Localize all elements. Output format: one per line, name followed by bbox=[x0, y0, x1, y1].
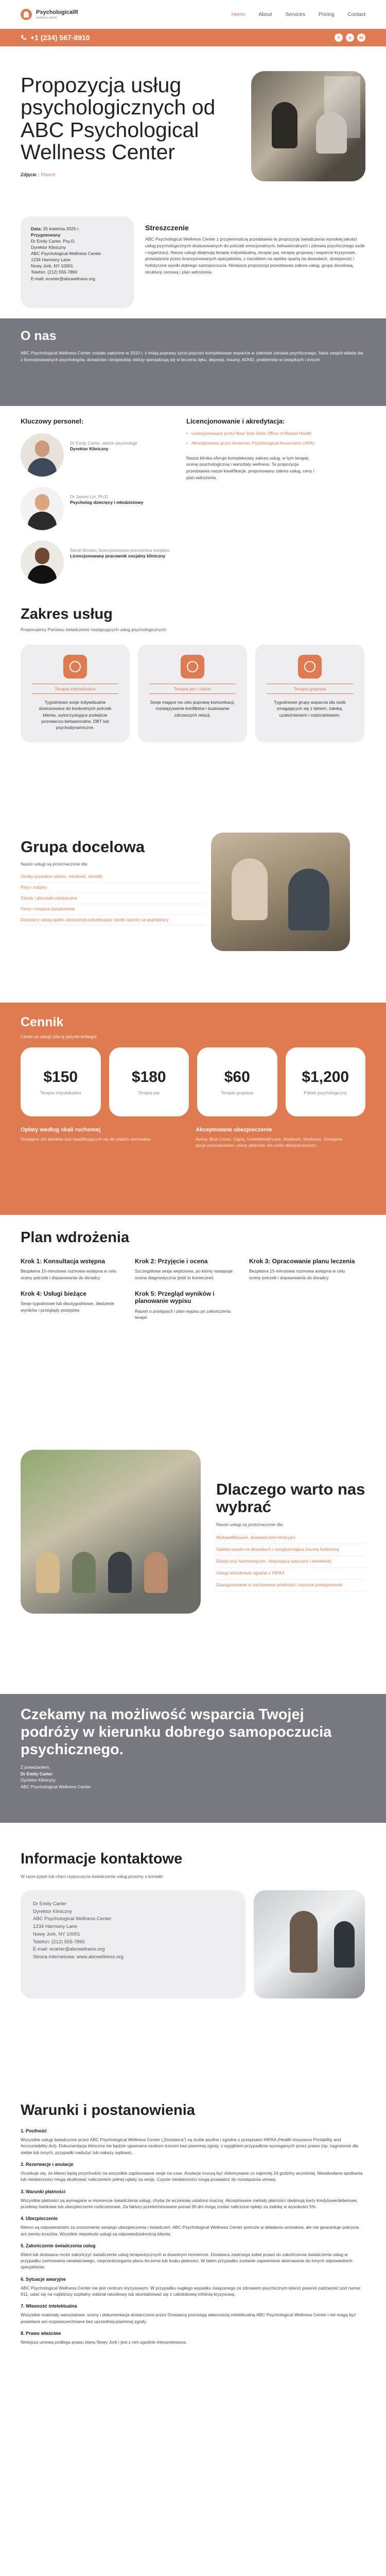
step-text: Raport o postępach i plan wypisu po zakończeniu terapii bbox=[135, 1308, 231, 1320]
step-text: Bezpłatna 15-minutowa rozmowa wstępna w celu oceny potrzeb i dopasowania do doradcy bbox=[249, 1268, 345, 1280]
price-amount: $1,200 bbox=[302, 1069, 349, 1086]
contact-title: Informacje kontaktowe bbox=[21, 1851, 183, 1867]
list-item: Firmy i miejsca świadczenia bbox=[21, 904, 206, 915]
closing-role: Dyrektor Kliniczny bbox=[21, 1777, 56, 1783]
x-icon[interactable]: x bbox=[346, 33, 354, 42]
hero-section bbox=[0, 46, 386, 216]
term-text: Oczekuje się, że klienci będą przychodzić na wszystkie zaplanowane sesje na czas. Anulacje muszą być dokonywane co najmniej 24 godziny wcześniej. Nieodwołane spotkania lub nieobecności mogą skutkować naliczeniem pełnej opłaty za sesję. Częste nieobecności mogą prowadzić do rozwiązania umowy. bbox=[21, 2170, 363, 2182]
why-title: Dlaczego warto nas wybrać bbox=[216, 1480, 365, 1516]
closing-greeting: Z poważaniem, bbox=[21, 1764, 50, 1770]
plan-title: Plan wdrożenia bbox=[21, 1229, 130, 1246]
term-text: Wszystkie usługi świadczone przez ABC Psychological Wellness Center („Dostawca”) są ściśle poufne i zgodne z przepisami HIPAA (Health Insurance Portability and Accountability Act). Dokumentacja kliniczna nie będzie ujawniana osobom trzecim bez pisemnej zgody, z wyjątkiem przypadków wymaganych przez prawo (np. zagrożenie dla siebie lub innych, przypadki nadużyć lub nakazy sądowe). bbox=[21, 2137, 359, 2155]
sliding-title: Opłaty według skali ruchomej bbox=[21, 1127, 101, 1133]
prepared-by: Dr Emily Carter, Psy.D. bbox=[31, 239, 76, 244]
group-session-photo bbox=[21, 1450, 201, 1614]
licensing bbox=[175, 417, 365, 606]
contact-section bbox=[0, 1823, 386, 2102]
prepared-city: Nowy Jork, NY 10001 bbox=[31, 263, 74, 269]
term-text: Wszystkie płatności są wymagane w momencie świadczenia usługi, chyba że wcześniej ustalono inaczej. Akceptowane metody płatności obejmują karty kredytowe/debetowe, przelewy bankowe lub ubezpieczenie rozliczeniowe. Za faktury przeterminowane ponad 30 dni mogą zostać naliczone opłaty za zwłokę w wysokości 5%. bbox=[21, 2197, 358, 2209]
contact-card bbox=[21, 1890, 245, 1998]
page-title: Propozycja usług psychologicznych od ABC Psychological Wellness Center bbox=[21, 73, 216, 164]
step-title: Krok 5: Przegląd wyników i planowanie wypisu bbox=[135, 1290, 215, 1305]
term-heading: 5. Zakończenie świadczenia usług bbox=[21, 2243, 96, 2248]
staff-role: Dyrektor Kliniczny bbox=[70, 446, 109, 452]
closing-title: Czekamy na możliwość wsparcia Twojej podróży w kierunku dobrego samopoczucia psychicznego. bbox=[21, 1706, 332, 1758]
terms-section bbox=[0, 2102, 386, 2576]
nav-link-about[interactable]: About bbox=[258, 11, 272, 18]
logo-title: PsychologicalR bbox=[36, 9, 78, 15]
nav-links bbox=[232, 12, 365, 18]
plan-step bbox=[21, 1290, 129, 1320]
about-title: O nas bbox=[21, 329, 57, 343]
contact-line: Dr Emily Carter bbox=[33, 1901, 66, 1907]
staff-name: Sarah Brooks, licencjonowana pracownica socjalna bbox=[70, 548, 170, 553]
staff-role: Psycholog dziecięcy i młodzieżowy bbox=[70, 500, 144, 505]
price-label: Pakiet psychologiczny bbox=[304, 1090, 347, 1095]
phone-text: +1 (234) 567-8910 bbox=[30, 33, 90, 42]
closing-org: ABC Psychological Wellness Center bbox=[21, 1784, 91, 1790]
pricing-section bbox=[0, 1003, 386, 1215]
service-tag: Terapia indywidualna bbox=[32, 684, 118, 694]
term-text: Niniejsza umowa podlega prawu stanu Nowy Jork i jest z nim zgodnie interpretowana. bbox=[21, 2340, 187, 2345]
logo-subtitle: wellness center bbox=[36, 16, 58, 20]
nav-link-home[interactable]: Home bbox=[231, 11, 245, 18]
term-heading: 8. Prawo właściwe bbox=[21, 2331, 61, 2336]
contact-line: ABC Psychological Wellness Center bbox=[33, 1916, 112, 1922]
license-item: • Licencjonowane przez New York State Office of Mental Health bbox=[186, 430, 365, 437]
list-item: Dostawcy usług opieki zdrowotnej potrzebujący opieki opartej na współpracy bbox=[21, 915, 206, 926]
list-item: Opieka oparta na dowodach i uwzględniająca traumę kulturową bbox=[216, 1544, 365, 1556]
service-tag: Terapia grupowa bbox=[267, 684, 353, 694]
social-links bbox=[335, 33, 365, 42]
date-label: Data: bbox=[31, 226, 42, 231]
pricing-lead: Ceniki za usługi (dla tę jedynki krótego) bbox=[21, 1034, 97, 1039]
couple-icon bbox=[181, 655, 204, 679]
services-title: Zakres usług bbox=[21, 606, 113, 622]
service-text: Tygodniowe grupy wsparcia dla osób zmagających się z lękiem, żałobą, uzależnieniem i rodzicielstwem. bbox=[274, 700, 346, 718]
insurance-accepted bbox=[196, 1127, 350, 1149]
price-card bbox=[21, 1047, 101, 1116]
step-text: Bezpłatna 15-minutowa rozmowa wstępna w celu oceny potrzeb i dopasowania do doradcy bbox=[21, 1268, 117, 1280]
staff-member bbox=[21, 487, 175, 530]
step-text: Sesje tygodniowe lub dwutygodniowe, śledzenie wyników i przeglądy postępów bbox=[21, 1301, 114, 1313]
price-amount: $150 bbox=[43, 1069, 78, 1086]
price-label: Terapia indywidualna bbox=[40, 1090, 81, 1095]
sliding-scale bbox=[21, 1127, 175, 1149]
service-text: Tygodniowe sesje indywidualne dostosowane do konkretnych potrzeb klienta, wykorzystujące podejście poznawczo-behawioralne, DBT lub psychodynamiczne. bbox=[39, 700, 112, 731]
contact-bar bbox=[0, 29, 386, 46]
term-item bbox=[21, 2243, 365, 2270]
terms-title: Warunki i postanowienia bbox=[21, 2102, 195, 2119]
proposal-info-card bbox=[21, 216, 134, 308]
license-text: Nasza klinika oferuje kompleksowy zakres usług, w tym terapię, ocenę psychologiczną i warsztaty wellness. Ta propozycja przedstawia nasze kwalifikacje, proponowany zakres usług, ceny i plan wdrożenia. bbox=[186, 455, 314, 480]
avatar bbox=[21, 487, 64, 530]
term-item bbox=[21, 2189, 365, 2210]
contact-line: 1234 Harmony Lane bbox=[33, 1924, 78, 1930]
prepared-role: Dyrektor Kliniczny bbox=[31, 245, 66, 250]
insurance-text: Aetna, Blue Cross, Cigna, UnitedHealthcare, Medicaid, Medicare. Dostępne opcje pozasieciowe i plany płatności dla osób ubezpieczonych. bbox=[196, 1137, 343, 1148]
top-navigation bbox=[0, 0, 386, 29]
counseling-photo bbox=[211, 833, 350, 951]
service-card bbox=[138, 645, 247, 742]
price-amount: $60 bbox=[224, 1069, 250, 1086]
step-title: Krok 4: Usługi bieżące bbox=[21, 1290, 87, 1298]
prepared-label: Przygotowany bbox=[31, 232, 61, 238]
term-heading: 1. Poufność bbox=[21, 2128, 47, 2133]
prepared-org: ABC Psychological Wellness Center bbox=[31, 251, 101, 257]
service-card bbox=[255, 645, 364, 742]
nav-link-contact[interactable]: Contact bbox=[347, 11, 365, 18]
service-tag: Terapia par i rodzin bbox=[149, 684, 236, 694]
service-text: Sesje mające na celu poprawę komunikacji, rozwiązywanie konfliktów i budowanie zdrowszych relacji. bbox=[150, 700, 235, 718]
why-lead: Nasze usługi są przeznaczone dla: bbox=[216, 1522, 284, 1528]
pricing-title: Cennik bbox=[21, 1015, 64, 1029]
target-group-section bbox=[0, 833, 386, 1003]
term-text: Klient lub dostawca może zakończyć świadczenie usług terapeutycznych w dowolnym momencie. Dostawca zastrzega sobie prawo do zakończenia świadczenia usług w przypadku zachowania niewłaściwego, nieprzestrzegania planu leczenia lub braku płatności. W takim przypadku zostanie zapewnione skierowanie do innych odpowiednich specjalistów. bbox=[21, 2251, 353, 2270]
summary-text: ABC Psychological Wellness Center z przyjemnością przedstawia tę propozycję świadczenia wysokiej jakości usług psychologicznych dostosowanych do potrzeb emocjonalnych, behawioralnych i zdrowia psychicznego osób i organizacji. Nasze usługi obejmują terapię indywidualną, terapię par, terapię grupową i wsparcie kryzysowe, prowadzone przez licencjonowanych specjalistów, z naciskiem na opiekę opartą na dowodach, dostępność i holistyczne wyniki dobrego samopoczucia. Niniejsza propozycja przedstawia zakres usług, grupę docelową, strukturę cenową i plan wdrożenia. bbox=[145, 236, 365, 275]
contact-phone[interactable]: Telefon: (212) 555-7890 bbox=[33, 1939, 85, 1945]
term-heading: 7. Własność intelektualna bbox=[21, 2303, 77, 2309]
step-title: Krok 1: Konsultacja wstępna bbox=[21, 1258, 106, 1265]
nav-link-services[interactable]: Services bbox=[285, 11, 305, 18]
summary-title: Streszczenie bbox=[145, 224, 189, 232]
target-title: Grupa docelowa bbox=[21, 838, 145, 856]
price-label: Terapia par bbox=[137, 1090, 160, 1095]
price-label: Terapia grupowa bbox=[221, 1090, 254, 1095]
plan-step bbox=[21, 1258, 129, 1281]
plan-step bbox=[249, 1258, 357, 1281]
implementation-plan bbox=[0, 1215, 386, 1450]
closing-section bbox=[0, 1694, 386, 1823]
contact-lead: W razie pytań lub chęci rozpoczęcia świadczenia usług prosimy o kontakt: bbox=[21, 1874, 164, 1879]
term-heading: 3. Warunki płatności bbox=[21, 2189, 66, 2194]
prepared-phone: Telefon: (212) 555-7890 bbox=[31, 269, 78, 275]
price-card bbox=[109, 1047, 189, 1116]
therapist-photo bbox=[254, 1890, 365, 1998]
price-amount: $180 bbox=[131, 1069, 166, 1086]
term-item bbox=[21, 2128, 365, 2156]
avatar bbox=[21, 540, 64, 584]
facebook-icon[interactable]: f bbox=[335, 33, 343, 42]
target-lead: Nasze usługi są przeznaczone dla: bbox=[21, 861, 89, 867]
hero-therapy-photo bbox=[251, 71, 365, 181]
list-item: Elastyczny harmonogram, obejmujący wieczory i weekendy bbox=[216, 1556, 365, 1568]
insurance-title: Akceptowane ubezpieczenie bbox=[196, 1127, 272, 1133]
term-item bbox=[21, 2331, 365, 2345]
logo-icon bbox=[21, 9, 32, 20]
term-item bbox=[21, 2216, 365, 2237]
avatar bbox=[21, 433, 64, 477]
about-text: ABC Psychological Wellness Center zostało założone w 2010 r. z misją poprawy życia poprzez kompleksowe wsparcie w zakresie zdrowia psychicznego. Nasz zespół składa się z licencjonowanych psychologów, doradców i terapeutów, którzy specjalizują się w leczeniu lęku, depresji, traumy, ADHD, problemów w związkach i innych. bbox=[21, 350, 363, 362]
staff-name: Dr Emily Carter, doktor psychologii bbox=[70, 440, 137, 446]
logo[interactable] bbox=[21, 9, 78, 20]
contact-website[interactable]: Strona internetowa: www.abcwellness.org bbox=[33, 1954, 124, 1960]
staff-member bbox=[21, 433, 175, 477]
key-personnel bbox=[21, 417, 175, 606]
staff-title: Kluczowy personel: bbox=[21, 417, 84, 425]
executive-summary bbox=[145, 216, 365, 318]
breadcrumb-home[interactable]: Zdjęcie bbox=[21, 172, 37, 177]
term-text: Wszystkie materiały warsztatowe, oceny i dokumentacja dostarczone przez Dostawcę pozostają własnością intelektualną ABC Psychological Wellness Center i nie mogą być powielane ani rozpowszechniane bez uprzedniej pisemnej zgody. bbox=[21, 2312, 356, 2324]
list-item: Wykwalifikowani, doświadczeni klinicyści bbox=[216, 1532, 365, 1544]
list-item: Szkoły i placówki edukacyjne bbox=[21, 893, 206, 904]
staff-section bbox=[0, 406, 386, 606]
step-title: Krok 2: Przyjęcie i ocena bbox=[135, 1258, 208, 1265]
staff-role: Licencjonowany pracownik socjalny kliniczny bbox=[70, 553, 166, 559]
breadcrumb-current[interactable]: Powrót bbox=[41, 172, 56, 177]
term-text: Klienci są odpowiedzialni za zrozumienie swojego ubezpieczenia i świadczeń. ABC Psychological Wellness Center pomoże w składaniu wniosków, ale nie gwarantuje pokrycia ani zwrotu kosztów. Wszelkie niepokryte usługi są odpowiedzialnością klienta. bbox=[21, 2225, 359, 2236]
term-item bbox=[21, 2277, 365, 2298]
term-item bbox=[21, 2303, 365, 2325]
term-heading: 2. Rezerwacje i anulacje bbox=[21, 2161, 74, 2167]
license-title: Licencjonowanie i akredytacja: bbox=[186, 417, 285, 425]
list-item: Zaangażowanie w zachowanie poufności i etyczne postępowanie bbox=[216, 1580, 365, 1591]
step-text: Szczegółowa sesja wejściowa, po której następuje ocena diagnostyczna (jeśli to konieczne) bbox=[135, 1268, 233, 1280]
breadcrumb: Zdjęcie | Powrót bbox=[21, 172, 56, 177]
linkedin-icon[interactable]: in bbox=[357, 33, 365, 42]
prepared-street: 1234 Harmony Lane bbox=[31, 257, 71, 263]
closing-name: Dr Emily Carter bbox=[21, 1771, 52, 1776]
contact-line: Dyrektor Kliniczny bbox=[33, 1908, 73, 1914]
term-item bbox=[21, 2162, 365, 2183]
plan-step bbox=[135, 1290, 243, 1320]
license-item: • Akredytowane przez American Psychological Association (APA) bbox=[186, 440, 365, 447]
staff-member bbox=[21, 540, 175, 584]
contact-line: Nowy Jork, NY 10001 bbox=[33, 1931, 80, 1937]
contact-email[interactable]: E-mail: ecarter@abcwellness.org bbox=[33, 1946, 105, 1953]
list-item: Usługi telezdrowia zgodne z HIPAA bbox=[216, 1568, 365, 1580]
service-card bbox=[21, 645, 130, 742]
nav-link-pricing[interactable]: Pricing bbox=[318, 11, 335, 18]
person-icon bbox=[63, 655, 87, 679]
list-item: Osoby prywatne (dzieci, młodzież, dorośli) bbox=[21, 872, 206, 883]
why-choose-us bbox=[0, 1450, 386, 1694]
services-section bbox=[0, 606, 386, 833]
term-heading: 4. Ubezpieczenie bbox=[21, 2216, 58, 2222]
staff-name: Dr James Lin, Ph.D. bbox=[70, 494, 110, 499]
about-section bbox=[0, 318, 386, 406]
price-card bbox=[286, 1047, 366, 1116]
group-icon bbox=[298, 655, 322, 679]
price-card bbox=[197, 1047, 277, 1116]
list-item: Pary i rodziny bbox=[21, 883, 206, 893]
step-title: Krok 3: Opracowanie planu leczenia bbox=[249, 1258, 355, 1265]
plan-step bbox=[135, 1258, 243, 1281]
prepared-email[interactable]: E-mail: ecarter@abcwellness.org bbox=[31, 276, 95, 281]
proposal-date: 25 kwietnia 2025 r. bbox=[43, 226, 80, 231]
phone-icon bbox=[21, 35, 27, 41]
proposal-details bbox=[0, 216, 386, 318]
term-heading: 6. Sytuacje awaryjne bbox=[21, 2276, 66, 2282]
sliding-text: Dostępne dla klientów bez kwalifikujących się do niskich dochodów. bbox=[21, 1137, 152, 1142]
phone-number[interactable] bbox=[21, 33, 90, 42]
services-lead: Proponujemy Państwu świadczenie następujących usług psychologicznych: bbox=[21, 627, 167, 632]
term-text: ABC Psychological Wellness Center nie jest centrum kryzysowym. W przypadku nagłego wypadku związanego ze zdrowiem psychicznym klienci powinni zadzwonić pod numer 911, udać się na najbliższy szpitalny oddział ratunkowy lub skontaktować się z całodobową infolinią kryzysową. bbox=[21, 2285, 361, 2297]
